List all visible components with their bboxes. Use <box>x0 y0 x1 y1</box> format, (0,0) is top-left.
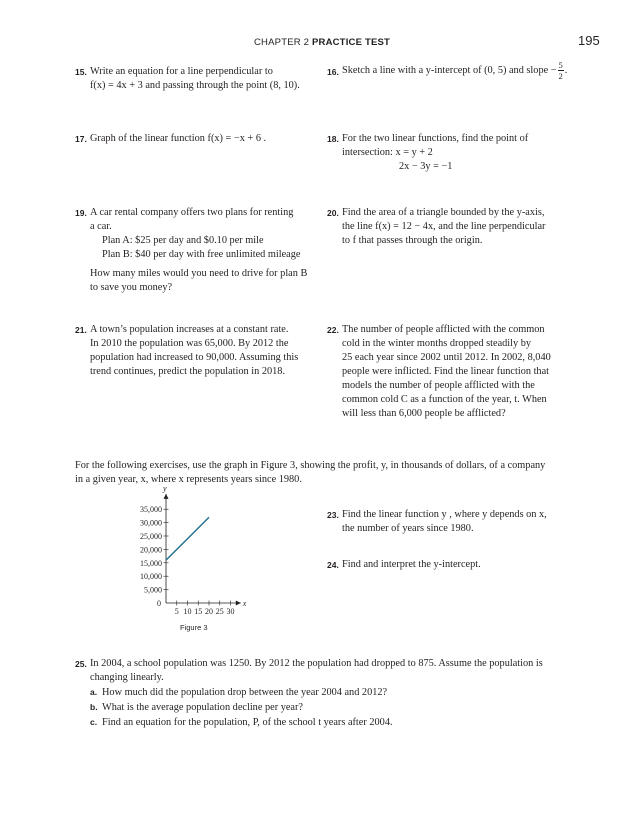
exercise-text: people were inflicted. Find the linear function that <box>342 366 550 377</box>
part-a-text: How much did the population drop between the year 2004 and 2012? <box>102 687 388 698</box>
exercise-text: Write an equation for a line perpendicular to <box>90 66 273 77</box>
exercise-number: 15. <box>75 67 87 77</box>
figure-3-chart <box>120 483 270 620</box>
exercise-text: A car rental company offers two plans for renting <box>90 207 294 218</box>
exercise-23 <box>327 508 592 536</box>
exercise-text: f(x) = 4x + 3 and passing through the point (8, 10). <box>90 80 300 91</box>
origin-label: 0 <box>157 599 161 608</box>
exercise-24 <box>327 558 592 572</box>
exercise-text: In 2010 the population was 65,000. By 2012 the <box>90 338 289 349</box>
plan-a-text: Plan A: $25 per day and $0.10 per mile <box>102 235 264 246</box>
exercise-text: 2x − 3y = −1 <box>399 161 453 172</box>
exercise-20 <box>327 206 602 248</box>
exercise-number: 20. <box>327 208 339 218</box>
intro-text: For the following exercises, use the graph in Figure 3, showing the profit, y, in thousands of dollars, of a company <box>75 460 546 471</box>
exercise-19 <box>75 206 340 295</box>
exercise-text: models the number of people afflicted with the <box>342 380 535 391</box>
exercise-16 <box>327 60 602 81</box>
x-tick-label: 30 <box>226 607 235 616</box>
part-a <box>90 685 590 700</box>
exercise-number: 21. <box>75 325 87 335</box>
exercise-text: The number of people afflicted with the common <box>342 324 545 335</box>
exercise-number: 24. <box>327 560 339 570</box>
exercise-number: 19. <box>75 208 87 218</box>
y-tick-label: 35,000 <box>140 505 162 515</box>
exercise-text: A town’s population increases at a constant rate. <box>90 324 289 335</box>
page-number: 195 <box>578 33 600 48</box>
x-tick-label: 10 <box>183 607 192 616</box>
x-axis-label: x <box>242 599 247 608</box>
part-b <box>90 700 590 715</box>
exercise-text: 25 each year since 2002 until 2012. In 2002, 8,040 <box>342 352 551 363</box>
part-c <box>90 715 590 730</box>
exercise-text <box>342 60 602 81</box>
exercise-text: For the two linear functions, find the point of <box>342 133 529 144</box>
exercise-number: 16. <box>327 67 339 77</box>
exercise-number: 17. <box>75 134 87 144</box>
part-b-text: What is the average population decline per year? <box>102 702 303 713</box>
y-tick-label: 10,000 <box>140 572 162 582</box>
exercise-question: How many miles would you need to drive for plan B <box>90 268 308 279</box>
fraction-denominator: 2 <box>558 71 563 81</box>
exercise-15 <box>75 65 340 93</box>
exercise-question: to save you money? <box>90 282 173 293</box>
y-tick-label: 20,000 <box>140 545 162 555</box>
part-a-label: a. <box>90 687 98 697</box>
exercise-22 <box>327 323 602 421</box>
y-tick-label: 15,000 <box>140 558 162 568</box>
y-axis-label: y <box>163 483 167 493</box>
exercise-number: 18. <box>327 134 339 144</box>
part-c-text: Find an equation for the population, P, of the school t years after 2004. <box>102 717 393 728</box>
slope-fraction <box>558 60 564 81</box>
x-tick-label: 25 <box>215 607 224 616</box>
exercise-text: cold in the winter months dropped steadily by <box>342 338 532 349</box>
exercise-text: Find and interpret the y-intercept. <box>342 559 481 570</box>
exercise-text: trend continues, predict the population in 2018. <box>90 366 286 377</box>
y-tick-label: 30,000 <box>140 518 162 528</box>
chapter-label: CHAPTER 2 <box>254 37 310 48</box>
exercise-text: changing linearly. <box>90 672 164 683</box>
y-axis-arrow <box>164 494 169 499</box>
exercise-17 <box>75 132 340 146</box>
profit-line <box>166 517 209 560</box>
y-tick-label: 25,000 <box>140 532 162 541</box>
fraction-numerator: 5 <box>558 60 563 70</box>
x-tick-label: 20 <box>205 607 213 616</box>
exercise-text: intersection: x = y + 2 <box>342 147 433 158</box>
exercise-text: common cold C as a function of the year, t. When <box>342 394 547 405</box>
exercise-18 <box>327 132 592 174</box>
exercise-text: Find the area of a triangle bounded by the y-axis, <box>342 207 545 218</box>
exercise-21 <box>75 323 340 379</box>
figure-intro <box>75 459 575 487</box>
exercise-number: 22. <box>327 325 339 335</box>
part-c-label: c. <box>90 717 98 727</box>
exercise-text: In 2004, a school population was 1250. By 2012 the population had dropped to 875. Assume the population is <box>90 658 543 669</box>
exercise-text: a car. <box>90 221 112 232</box>
exercise-25 <box>75 657 590 730</box>
exercise-text: the line f(x) = 12 − 4x, and the line perpendicular <box>342 221 546 232</box>
figure-caption: Figure 3 <box>180 623 208 632</box>
exercise-text: Graph of the linear function f(x) = −x + 6 . <box>90 133 267 144</box>
x-tick-label: 5 <box>174 607 179 616</box>
chapter-title: PRACTICE TEST <box>311 37 391 48</box>
exercise-text: to f that passes through the origin. <box>342 235 483 246</box>
exercise-text-main: Sketch a line with a y-intercept of (0, 5) and slope − <box>342 64 557 76</box>
exercise-text: population had increased to 90,000. Assuming this <box>90 352 299 363</box>
exercise-number: 25. <box>75 659 87 669</box>
chapter-header <box>254 36 390 50</box>
exercise-text: the number of years since 1980. <box>342 523 474 534</box>
exercise-number: 23. <box>327 510 339 520</box>
exercise-text: will less than 6,000 people be afflicted? <box>342 408 506 419</box>
y-tick-label: 5,000 <box>144 585 162 595</box>
part-b-label: b. <box>90 702 98 712</box>
exercise-text-tail: . <box>564 64 568 76</box>
exercise-text: Find the linear function y , where y depends on x, <box>342 509 547 520</box>
plan-b-text: Plan B: $40 per day with free unlimited mileage <box>102 249 301 260</box>
x-axis-arrow <box>236 601 241 606</box>
x-tick-label: 15 <box>194 607 203 616</box>
intro-text: in a given year, x, where x represents years since 1980. <box>75 474 302 485</box>
